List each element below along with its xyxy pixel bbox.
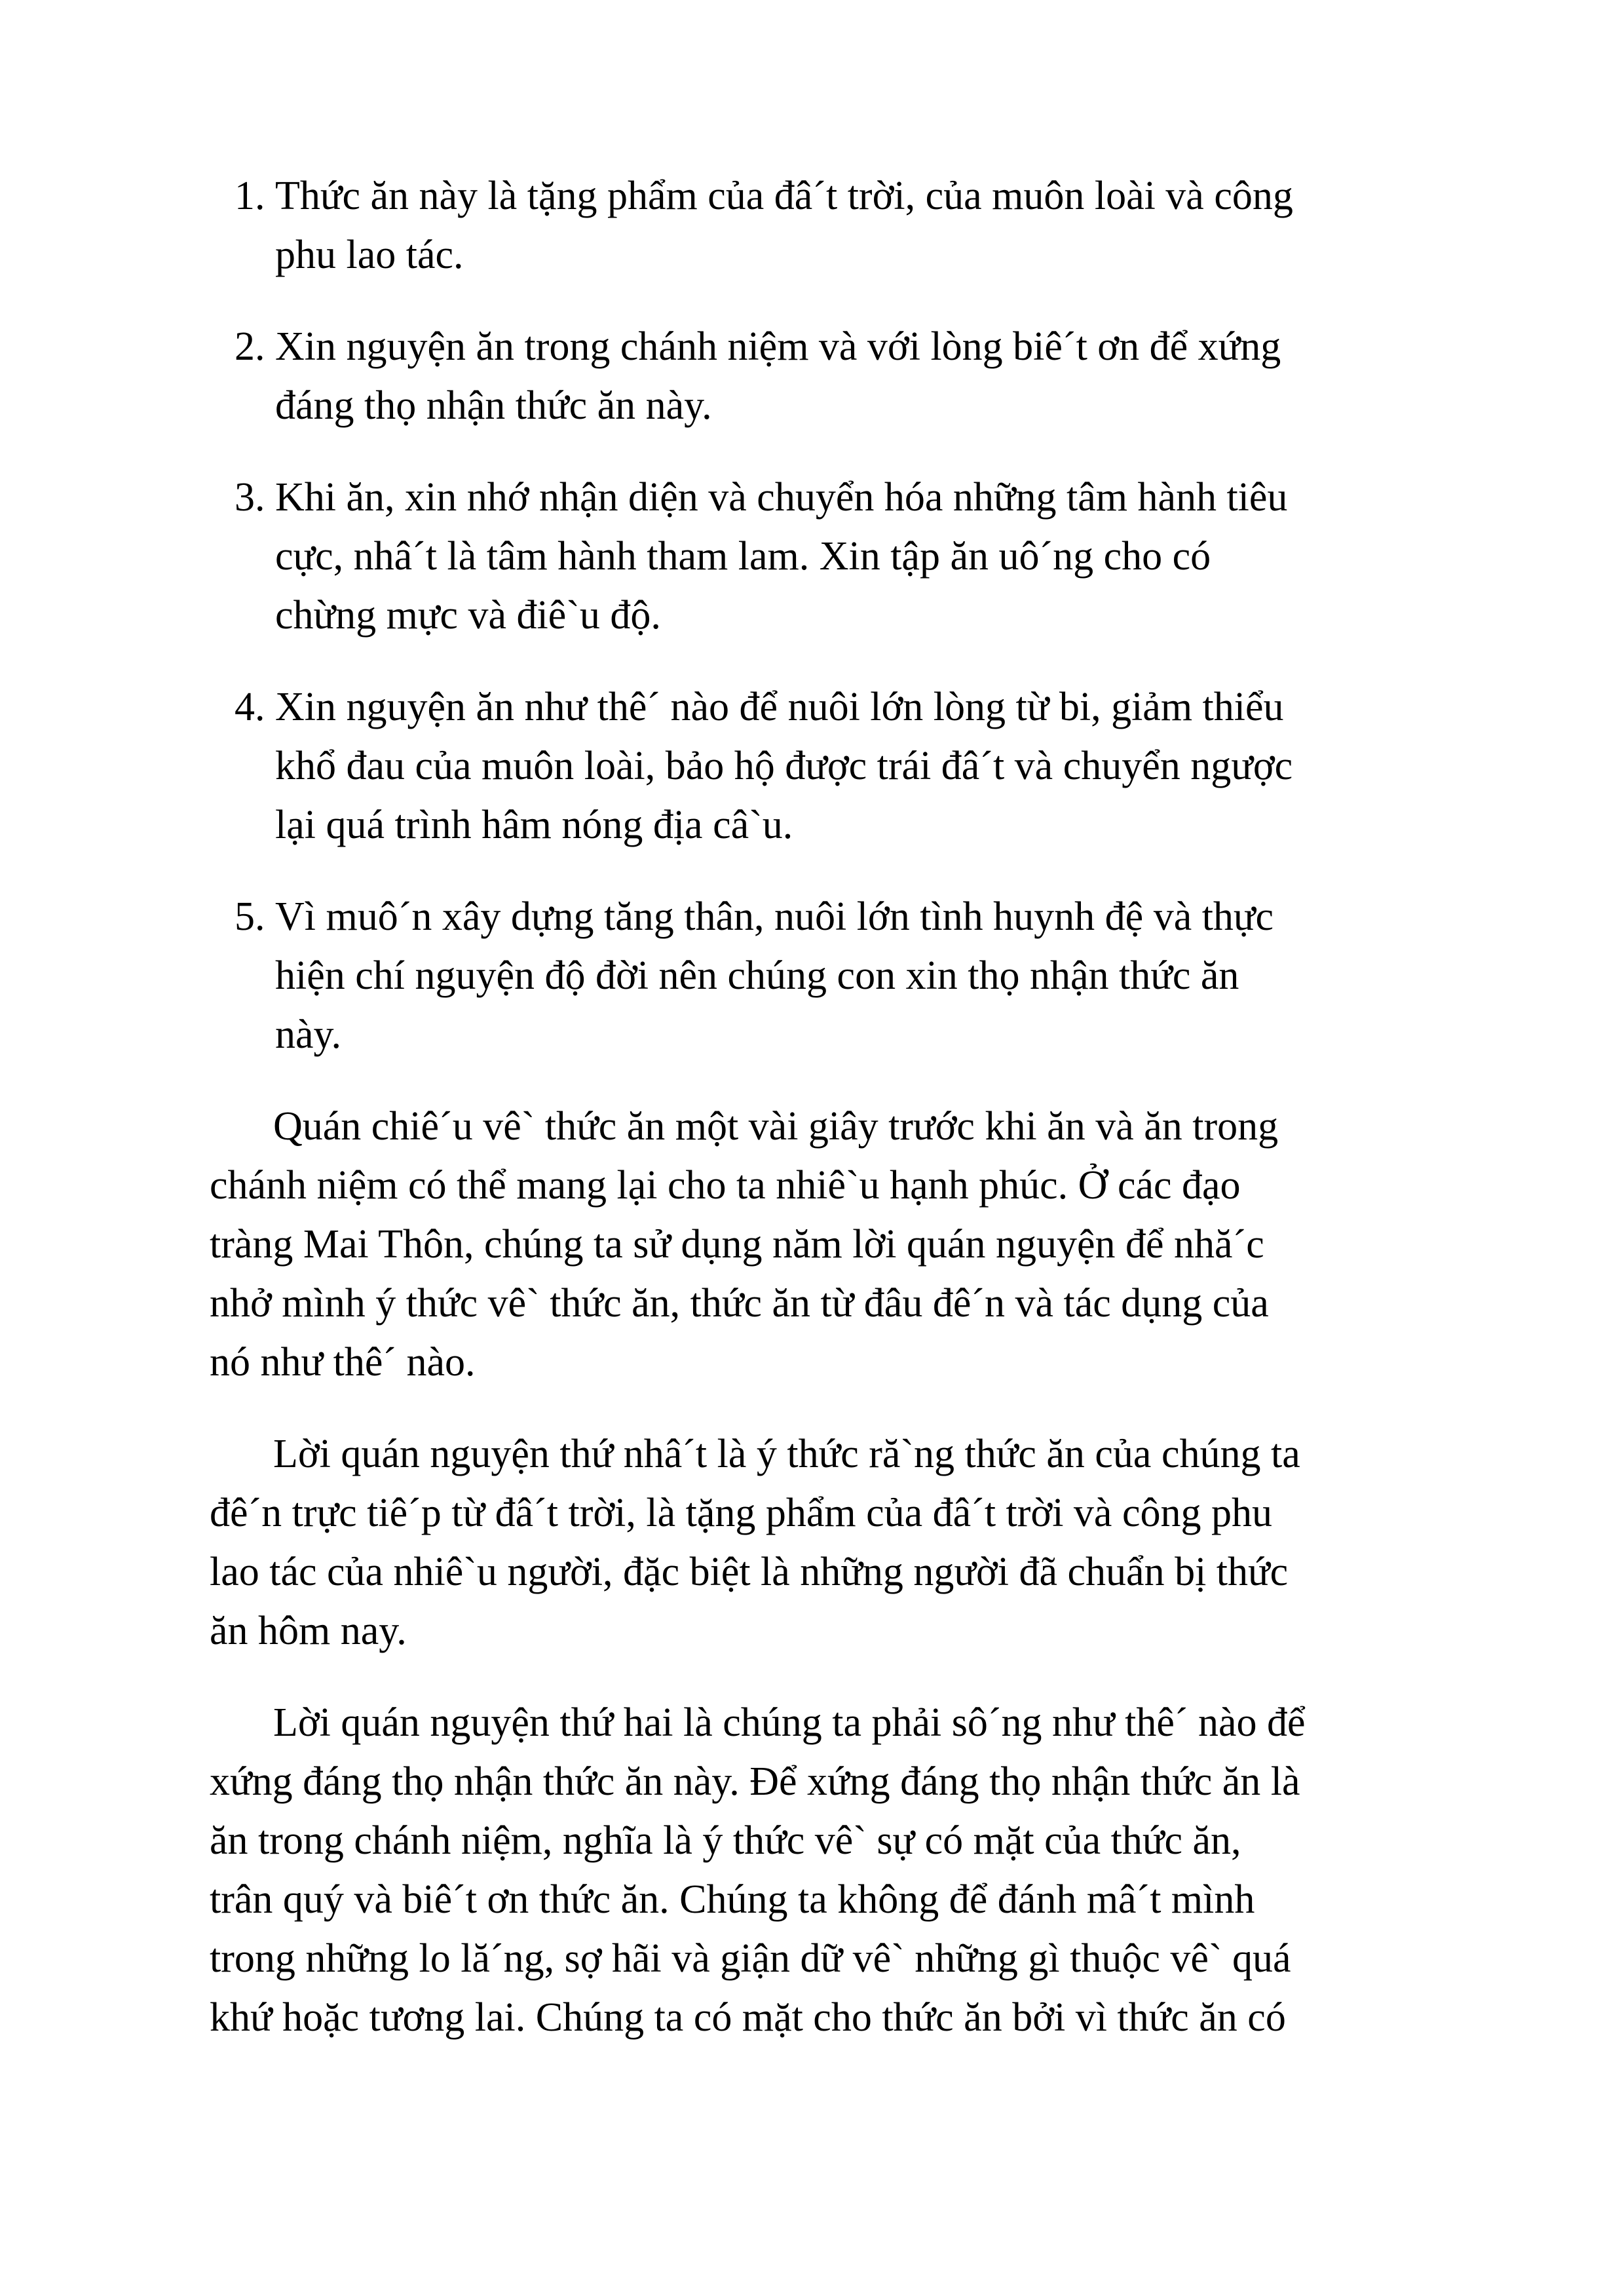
text-line: Xin nguyện ăn như thê´ nào để nuôi lớn lòng từ bi, giảm thiểu [275,685,1284,729]
text-line: trân quý và biê´t ơn thức ăn. Chúng ta không để đánh mâ´t mình [210,1877,1255,1922]
text-line: tràng Mai Thôn, chúng ta sử dụng năm lời quán nguyện để nhă´c [210,1222,1264,1267]
list-item [210,317,1422,435]
text-content [210,166,1422,2080]
text-line: nó như thê´ nào. [210,1340,476,1385]
list-item [210,887,1422,1064]
text-line: Lời quán nguyện thứ hai là chúng ta phải sô´ng như thê´ nào để [273,1700,1306,1745]
text-line: Quán chiê´u vê` thức ăn một vài giây trước khi ăn và ăn trong [273,1104,1279,1149]
text-line: cực, nhâ´t là tâm hành tham lam. Xin tập ăn uô´ng cho có [275,534,1211,579]
text-line: khổ đau của muôn loài, bảo hộ được trái đâ´t và chuyển ngược [275,744,1293,788]
text-line: lao tác của nhiê`u người, đặc biệt là những người đã chuẩn bị thức [210,1550,1289,1594]
text-line: ăn trong chánh niệm, nghĩa là ý thức vê` sự có mặt của thức ăn, [210,1818,1241,1863]
text-line: Khi ăn, xin nhớ nhận diện và chuyển hóa những tâm hành tiêu [275,475,1288,520]
text-line: hiện chí nguyện độ đời nên chúng con xin thọ nhận thức ăn [275,953,1239,998]
text-line: Lời quán nguyện thứ nhâ´t là ý thức ră`ng thức ăn của chúng ta [273,1432,1300,1476]
text-line: phu lao tác. [275,233,464,277]
paragraph [210,1097,1422,1392]
text-line: lại quá trình hâm nóng địa câ`u. [275,803,793,847]
list-item [210,468,1422,645]
list-item-number: 4. [235,685,265,729]
list-item-number: 3. [235,475,265,520]
list-item-number: 1. [235,174,265,218]
text-line: nhở mình ý thức vê` thức ăn, thức ăn từ đâu đê´n và tác dụng của [210,1281,1269,1326]
text-line: Thức ăn này là tặng phẩm của đâ´t trời, của muôn loài và công [275,174,1293,218]
text-line: khứ hoặc tương lai. Chúng ta có mặt cho thức ăn bởi vì thức ăn có [210,1995,1286,2040]
list-item [210,166,1422,284]
text-line: chánh niệm có thể mang lại cho ta nhiê`u hạnh phúc. Ở các đạo [210,1163,1241,1208]
text-line: chừng mực và điê`u độ. [275,593,661,638]
text-line: Vì muô´n xây dựng tăng thân, nuôi lớn tình huynh đệ và thực [275,894,1274,939]
text-line: trong những lo lă´ng, sợ hãi và giận dữ vê` những gì thuộc vê` quá [210,1936,1291,1981]
text-line: xứng đáng thọ nhận thức ăn này. Để xứng đáng thọ nhận thức ăn là [210,1759,1300,1804]
paragraph [210,1425,1422,1660]
list-item [210,678,1422,854]
text-line: ăn hôm nay. [210,1609,407,1653]
list-item-number: 5. [235,894,265,939]
text-line: đê´n trực tiê´p từ đâ´t trời, là tặng phẩm của đâ´t trời và công phu [210,1491,1272,1535]
paragraph [210,1693,1422,2047]
list-item-number: 2. [235,324,265,369]
text-line: Xin nguyện ăn trong chánh niệm và với lòng biê´t ơn để xứng [275,324,1281,369]
text-line: này. [275,1012,341,1057]
text-line: đáng thọ nhận thức ăn này. [275,383,712,428]
